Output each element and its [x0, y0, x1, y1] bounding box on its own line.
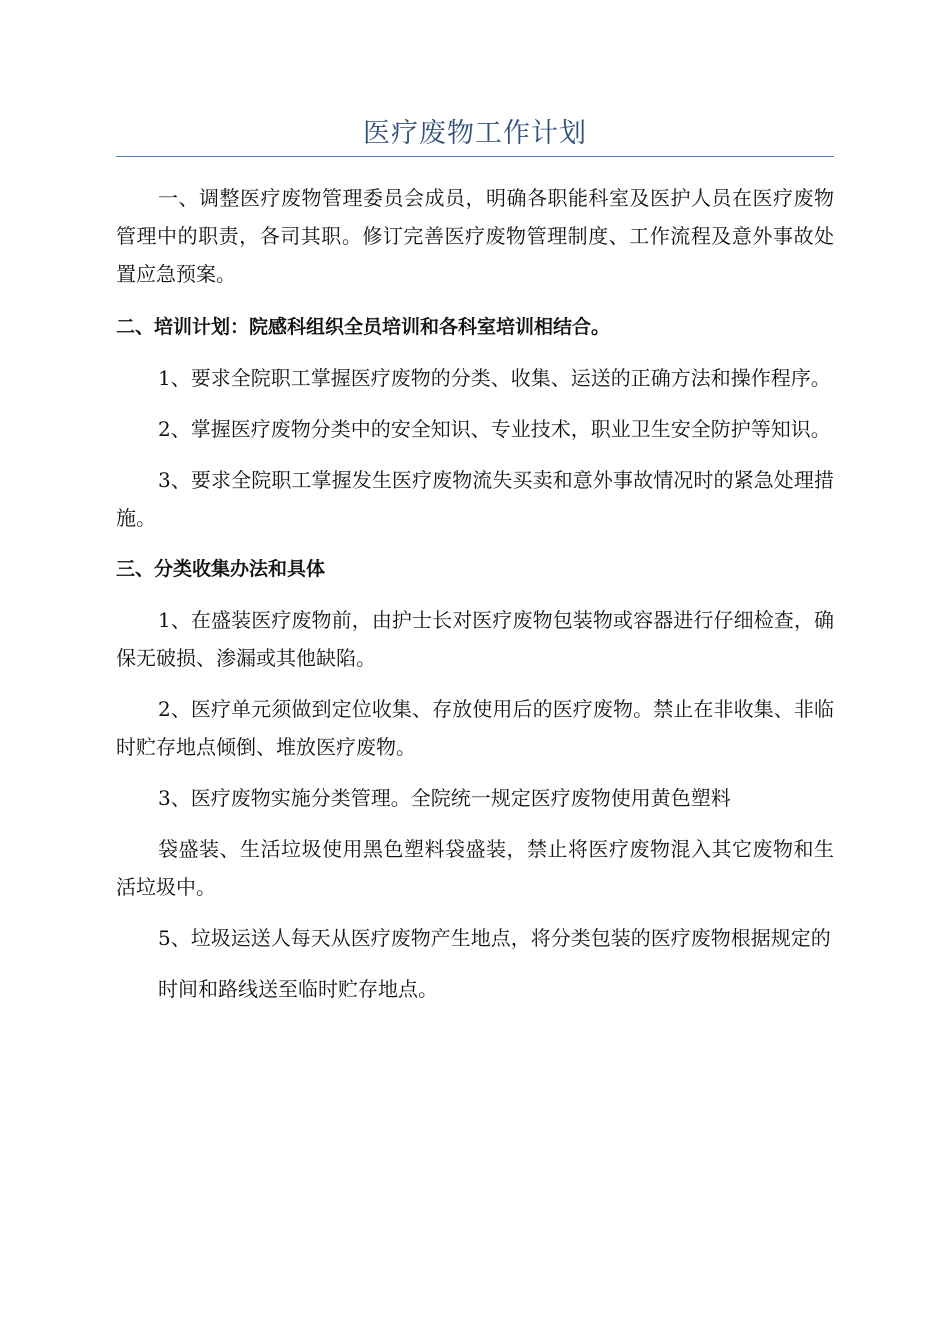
document-page: [116, 0, 834, 1008]
section-heading-collection: 三、分类收集办法和具体: [116, 558, 326, 580]
paragraph-training-2: 2、掌握医疗废物分类中的安全知识、专业技术，职业卫生安全防护等知识。: [158, 417, 831, 441]
paragraph-collection-1: 1、在盛装医疗废物前，由护士长对医疗废物包装物或容器进行仔细检查，确保无破损、渗漏或其他缺陷。: [116, 608, 834, 670]
paragraph-collection-3: 3、医疗废物实施分类管理。全院统一规定医疗废物使用黄色塑料: [158, 786, 731, 810]
section-heading-training: 二、培训计划：院感科组织全员培训和各科室培训相结合。: [116, 316, 611, 338]
paragraph-collection-3-cont: 袋盛装、生活垃圾使用黑色塑料袋盛装，禁止将医疗废物混入其它废物和生活垃圾中。: [116, 837, 834, 899]
paragraph-training-3: 3、要求全院职工掌握发生医疗废物流失买卖和意外事故情况时的紧急处理措施。: [116, 468, 834, 530]
document-title: 医疗废物工作计划: [363, 118, 587, 149]
paragraph-collection-5: 5、垃圾运送人每天从医疗废物产生地点，将分类包装的医疗废物根据规定的: [158, 926, 831, 950]
paragraph-1: 一、调整医疗废物管理委员会成员，明确各职能科室及医护人员在医疗废物管理中的职责，各司其职。修订完善医疗废物管理制度、工作流程及意外事故处置应急预案。: [116, 186, 834, 286]
paragraph-collection-5-cont: 时间和路线送至临时贮存地点。: [158, 977, 438, 1001]
paragraph-training-1: 1、要求全院职工掌握医疗废物的分类、收集、运送的正确方法和操作程序。: [158, 366, 831, 390]
paragraph-collection-2: 2、医疗单元须做到定位收集、存放使用后的医疗废物。禁止在非收集、非临时贮存地点倾倒、堆放医疗废物。: [116, 697, 834, 759]
